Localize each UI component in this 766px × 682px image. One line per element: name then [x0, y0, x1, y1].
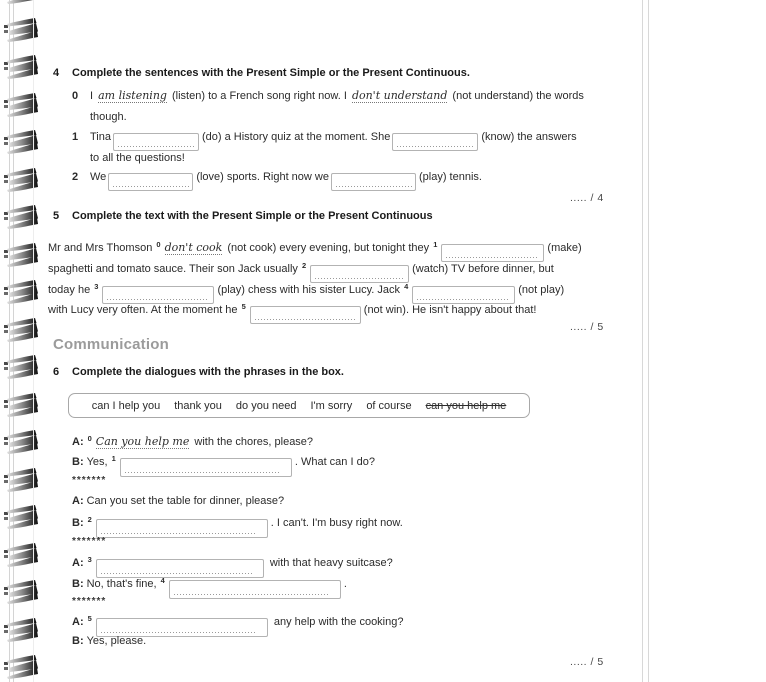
superscript-number: 1 — [433, 240, 438, 249]
text-segment: with Lucy very often. At the moment he — [48, 304, 241, 316]
spiral-coil-icon — [4, 278, 40, 304]
text-segment: Yes, — [86, 456, 111, 468]
phrase-option: of course — [366, 399, 412, 412]
phrase-word-box — [68, 393, 530, 418]
superscript-number: 5 — [87, 614, 92, 623]
ex4-item2-blank-1[interactable] — [108, 173, 193, 191]
speaker-label: B: — [72, 456, 84, 468]
spiral-coil-icon — [4, 91, 40, 117]
item-number: 0 — [72, 90, 79, 102]
speaker-label: A: — [72, 557, 84, 569]
ex6-blank-1[interactable] — [120, 458, 292, 477]
ex5-blank-5[interactable] — [250, 306, 361, 324]
item-number: 1 — [72, 131, 79, 143]
page-left-edge — [33, 0, 34, 682]
text-segment: (make) — [547, 242, 582, 254]
spiral-coil-icon — [4, 53, 40, 79]
ex4-item1-blank-2[interactable] — [392, 133, 478, 151]
spiral-coil-icon — [4, 16, 40, 42]
text-segment: though. — [90, 111, 127, 123]
exercise5-header — [53, 209, 433, 223]
text-segment: . — [343, 578, 347, 590]
ex4-score: ..... / 4 — [570, 192, 604, 204]
text-segment: We — [90, 171, 107, 183]
text-segment: spaghetti and tomato sauce. Their son Jack usually — [48, 263, 301, 275]
exercise4-number: 4 — [53, 67, 60, 79]
spiral-coil-icon — [4, 653, 40, 679]
speaker-label: A: — [72, 616, 84, 628]
superscript-number: 0 — [87, 434, 92, 443]
exercise5-title: Complete the text with the Present Simple or the Present Continuous — [72, 210, 433, 222]
handwritten-answer: Can you help me — [95, 435, 190, 448]
text-segment: Can you set the table for dinner, please? — [86, 495, 285, 507]
superscript-number: 0 — [156, 240, 161, 249]
phrase-option: I'm sorry — [310, 399, 353, 412]
spiral-coil-icon — [4, 0, 40, 4]
dialog-separator: ******* — [72, 536, 107, 547]
handwritten-answer: don't understand — [351, 89, 448, 102]
text-segment: (not cook) every evening, but tonight they — [224, 242, 433, 254]
ex4-item2-blank-2[interactable] — [331, 173, 416, 191]
ex4-item1-line1 — [72, 130, 577, 151]
speaker-label: B: — [72, 635, 84, 647]
dialog-separator: ******* — [72, 596, 107, 607]
spiral-coil-icon — [4, 616, 40, 642]
speaker-label: A: — [72, 495, 84, 507]
dialog1-line-b — [72, 452, 375, 477]
dialog1-line-a — [72, 432, 313, 449]
spiral-coil-icon — [4, 316, 40, 342]
dialog2-line-a — [72, 494, 284, 508]
dialog4-line-a — [72, 612, 403, 637]
spiral-coil-icon — [4, 578, 40, 604]
dialog2-line-b — [72, 513, 403, 538]
spiral-coil-icon — [4, 391, 40, 417]
text-segment: (play) tennis. — [418, 171, 482, 183]
spiral-coil-icon — [4, 541, 40, 567]
text-segment: (not understand) the words — [449, 90, 584, 102]
superscript-number: 4 — [160, 576, 165, 585]
page-right-edge — [642, 0, 643, 682]
ex5-line4 — [48, 300, 536, 324]
superscript-number: 1 — [111, 454, 116, 463]
text-segment: (listen) to a French song right now. I — [168, 90, 350, 102]
text-segment: I — [90, 90, 97, 102]
spiral-coil-icon — [4, 241, 40, 267]
text-segment: (do) a History quiz at the moment. She — [202, 131, 391, 143]
handwritten-answer: am listening — [98, 89, 167, 102]
text-segment: with that heavy suitcase? — [266, 557, 393, 569]
dialog-separator: ******* — [72, 475, 107, 486]
superscript-number: 3 — [87, 555, 92, 564]
ex6-blank-2[interactable] — [96, 519, 268, 538]
text-segment: (know) the answers — [481, 131, 577, 143]
superscript-number: 4 — [404, 282, 409, 291]
superscript-number: 2 — [301, 261, 307, 270]
spiral-coil-icon — [4, 166, 40, 192]
exercise6-title: Complete the dialogues with the phrases in the box. — [72, 366, 344, 378]
text-segment: to all the questions! — [90, 152, 185, 164]
superscript-number: 3 — [94, 282, 99, 291]
exercise4-header — [53, 66, 470, 80]
exercise5-number: 5 — [53, 210, 60, 222]
text-segment: any help with the cooking? — [270, 616, 404, 628]
exercise4-title: Complete the sentences with the Present Simple or the Present Continuous. — [72, 67, 470, 79]
ex4-item1-line2 — [90, 151, 185, 165]
spiral-coil-icon — [4, 203, 40, 229]
ex4-item2-line — [72, 170, 482, 191]
speaker-label: A: — [72, 436, 84, 448]
spiral-coil-icon — [4, 428, 40, 454]
phrase-option: thank you — [174, 399, 222, 412]
dialog4-line-b — [72, 634, 146, 648]
text-segment: . What can I do? — [294, 456, 375, 468]
superscript-number: 2 — [87, 515, 92, 524]
exercise6-header — [53, 365, 344, 379]
ex4-item1-blank-1[interactable] — [113, 133, 199, 151]
text-segment: Yes, please. — [86, 635, 147, 647]
phrase-option: do you need — [235, 399, 297, 412]
text-segment: (love) sports. Right now we — [196, 171, 329, 183]
exercise6-number: 6 — [53, 366, 60, 378]
text-segment: (play) chess with his sister Lucy. Jack — [217, 284, 404, 296]
text-segment: (watch) TV before dinner, but — [412, 263, 554, 275]
item-number: 2 — [72, 171, 79, 183]
spiral-coil-icon — [4, 353, 40, 379]
communication-heading: Communication — [53, 336, 169, 353]
text-segment: today he — [48, 284, 94, 296]
ex6-blank-4[interactable] — [169, 580, 341, 599]
page-right-edge-shadow — [648, 0, 649, 682]
text-segment: (not win). He isn't happy about that! — [363, 304, 537, 316]
spiral-binding — [0, 0, 44, 682]
spiral-coil-icon — [4, 466, 40, 492]
text-segment: Mr and Mrs Thomson — [48, 242, 156, 254]
text-segment: No, that's fine, — [86, 578, 160, 590]
text-segment: . I can't. I'm busy right now. — [270, 517, 403, 529]
speaker-label: B: — [72, 578, 84, 590]
spiral-coil-icon — [4, 503, 40, 529]
text-segment: (not play) — [518, 284, 565, 296]
text-segment: Tina — [90, 131, 111, 143]
handwritten-answer: don't cook — [164, 241, 223, 254]
text-segment: with the chores, please? — [191, 436, 314, 448]
phrase-option: can I help you — [91, 399, 161, 412]
dialog3-line-b — [72, 574, 347, 599]
phrase-option-used: can you help me — [425, 399, 507, 412]
ex4-item0-line1 — [72, 89, 584, 103]
spiral-coil-icon — [4, 128, 40, 154]
ex6-score: ..... / 5 — [570, 656, 604, 668]
ex5-score: ..... / 5 — [570, 321, 604, 333]
superscript-number: 5 — [241, 302, 246, 311]
speaker-label: B: — [72, 517, 84, 529]
ex4-item0-line2 — [90, 110, 127, 124]
